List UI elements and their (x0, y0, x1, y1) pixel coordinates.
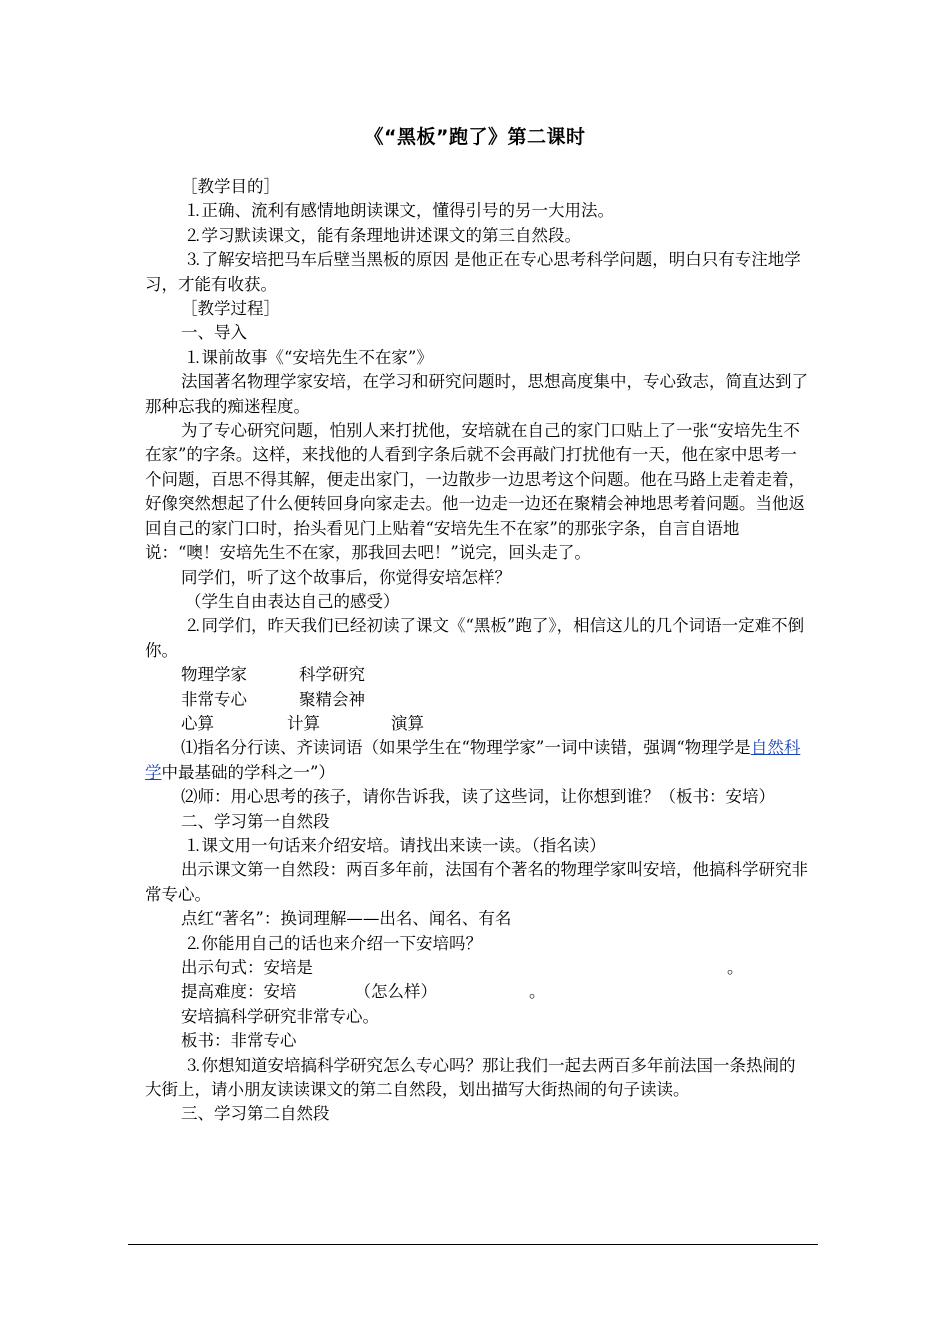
word: 科学研究 (299, 665, 365, 685)
harder-pattern-hint: （怎么样） (354, 982, 437, 1002)
question-1: 同学们，听了这个故事后，你觉得安培怎样？ (181, 567, 511, 587)
word-row-2 (145, 688, 810, 712)
harder-pattern-text: 提高难度：安培 (181, 982, 297, 1002)
goal-3: ⒊了解安培把马车后壁当黑板的原因 是他正在专心思考科学问题，明白只有专注地学习，才能有收获。 (145, 250, 801, 294)
intro-item-1: ⒈课前故事《“安培先生不在家”》 (185, 347, 433, 367)
goals-header: ［教学目的］ (181, 177, 280, 196)
part-2-heading: 二、学习第一自然段 (181, 811, 330, 831)
part-1-heading: 一、导入 (181, 323, 247, 343)
part-2-board: 板书：非常专心 (181, 1031, 297, 1051)
page-title: 《“黑板”跑了》第二课时 (364, 126, 586, 148)
footer-divider (128, 1244, 818, 1245)
part-2-show-text: 出示课文第一自然段：两百多年前，法国有个著名的物理学家叫安培，他搞科学研究非常专心。 (145, 860, 808, 904)
word: 非常专心 (181, 689, 247, 709)
harder-pattern-end: 。 (529, 982, 546, 1002)
part-2-item-3: ⒊你想知道安培搞科学研究怎么专心吗？那让我们一起去两百多年前法国一条热闹的大街上，请小朋友读读课文的第二自然段，划出描写大街热闹的句子读读。 (145, 1055, 796, 1100)
natural-science-link[interactable]: 自然科学 (145, 738, 801, 782)
question-1-note: （学生自由表达自己的感受） (185, 591, 400, 611)
part-2-red-word: 点红“著名”：换词理解——出名、闻名、有名 (181, 909, 512, 929)
word: 心算 (181, 713, 214, 733)
step-1 (145, 736, 810, 785)
sentence-pattern-end: 。 (727, 958, 744, 977)
part-2-item-1: ⒈课文用一句话来介绍安培。请找出来读一读。（指名读） (185, 835, 606, 855)
story-paragraph-2: 为了专心研究问题，怕别人来打扰他，安培就在自己的家门口贴上了一张“安培先生不在家”的字条。这样，来找他的人看到字条后就不会再敲门打扰他有一天，他在家中思考一个问题，百思不得其解，便走出家门，一边散步一边思考这个问题。他在马路上走着走着，好像突然想起了什么便转回身向家走去。他一边走一边还在聚精会神地思考着问题。当他返回自己的家门口时，抬头看见门上贴着“安培先生不在家”的那张字条，自言自语地说：“噢！安培先生不在家，那我回去吧！”说完，回头走了。 (145, 421, 805, 563)
word: 演算 (391, 713, 424, 733)
goal-2: ⒉学习默读课文，能有条理地讲述课文的第三自然段。 (185, 225, 581, 245)
word: 计算 (287, 713, 320, 733)
part-2-item-2: ⒉你能用自己的话也来介绍一下安培吗？ (185, 933, 482, 953)
document-body (145, 175, 810, 1127)
word: 聚精会神 (299, 689, 365, 709)
goal-1: ⒈正确、流利有感情地朗读课文，懂得引号的另一大用法。 (185, 201, 614, 221)
intro-item-2: ⒉同学们，昨天我们已经初读了课文《“黑板”跑了》，相信这儿的几个词语一定难不倒你。 (145, 616, 805, 660)
harder-pattern (145, 980, 810, 1004)
sentence-pattern (145, 956, 810, 980)
word: 物理学家 (181, 665, 247, 685)
process-header: ［教学过程］ (181, 299, 280, 319)
step-1-text-b: 中最基础的学科之一”） (161, 762, 335, 782)
part-3-heading: 三、学习第二自然段 (181, 1104, 330, 1124)
word-row-1 (145, 663, 810, 687)
step-1-text-a: ⑴指名分行读、齐读词语（如果学生在“物理学家”一词中读错，强调“物理学是 (181, 738, 751, 758)
part-2-sentence: 安培搞科学研究非常专心。 (181, 1006, 379, 1026)
step-2: ⑵师：用心思考的孩子，请你告诉我，读了这些词，让你想到谁？（板书：安培） (181, 787, 775, 807)
word-row-3 (145, 712, 810, 736)
sentence-pattern-text: 出示句式：安培是 (181, 958, 313, 977)
story-paragraph-1: 法国著名物理学家安培，在学习和研究问题时，思想高度集中，专心致志，简直达到了那种忘我的痴迷程度。 (145, 372, 808, 416)
